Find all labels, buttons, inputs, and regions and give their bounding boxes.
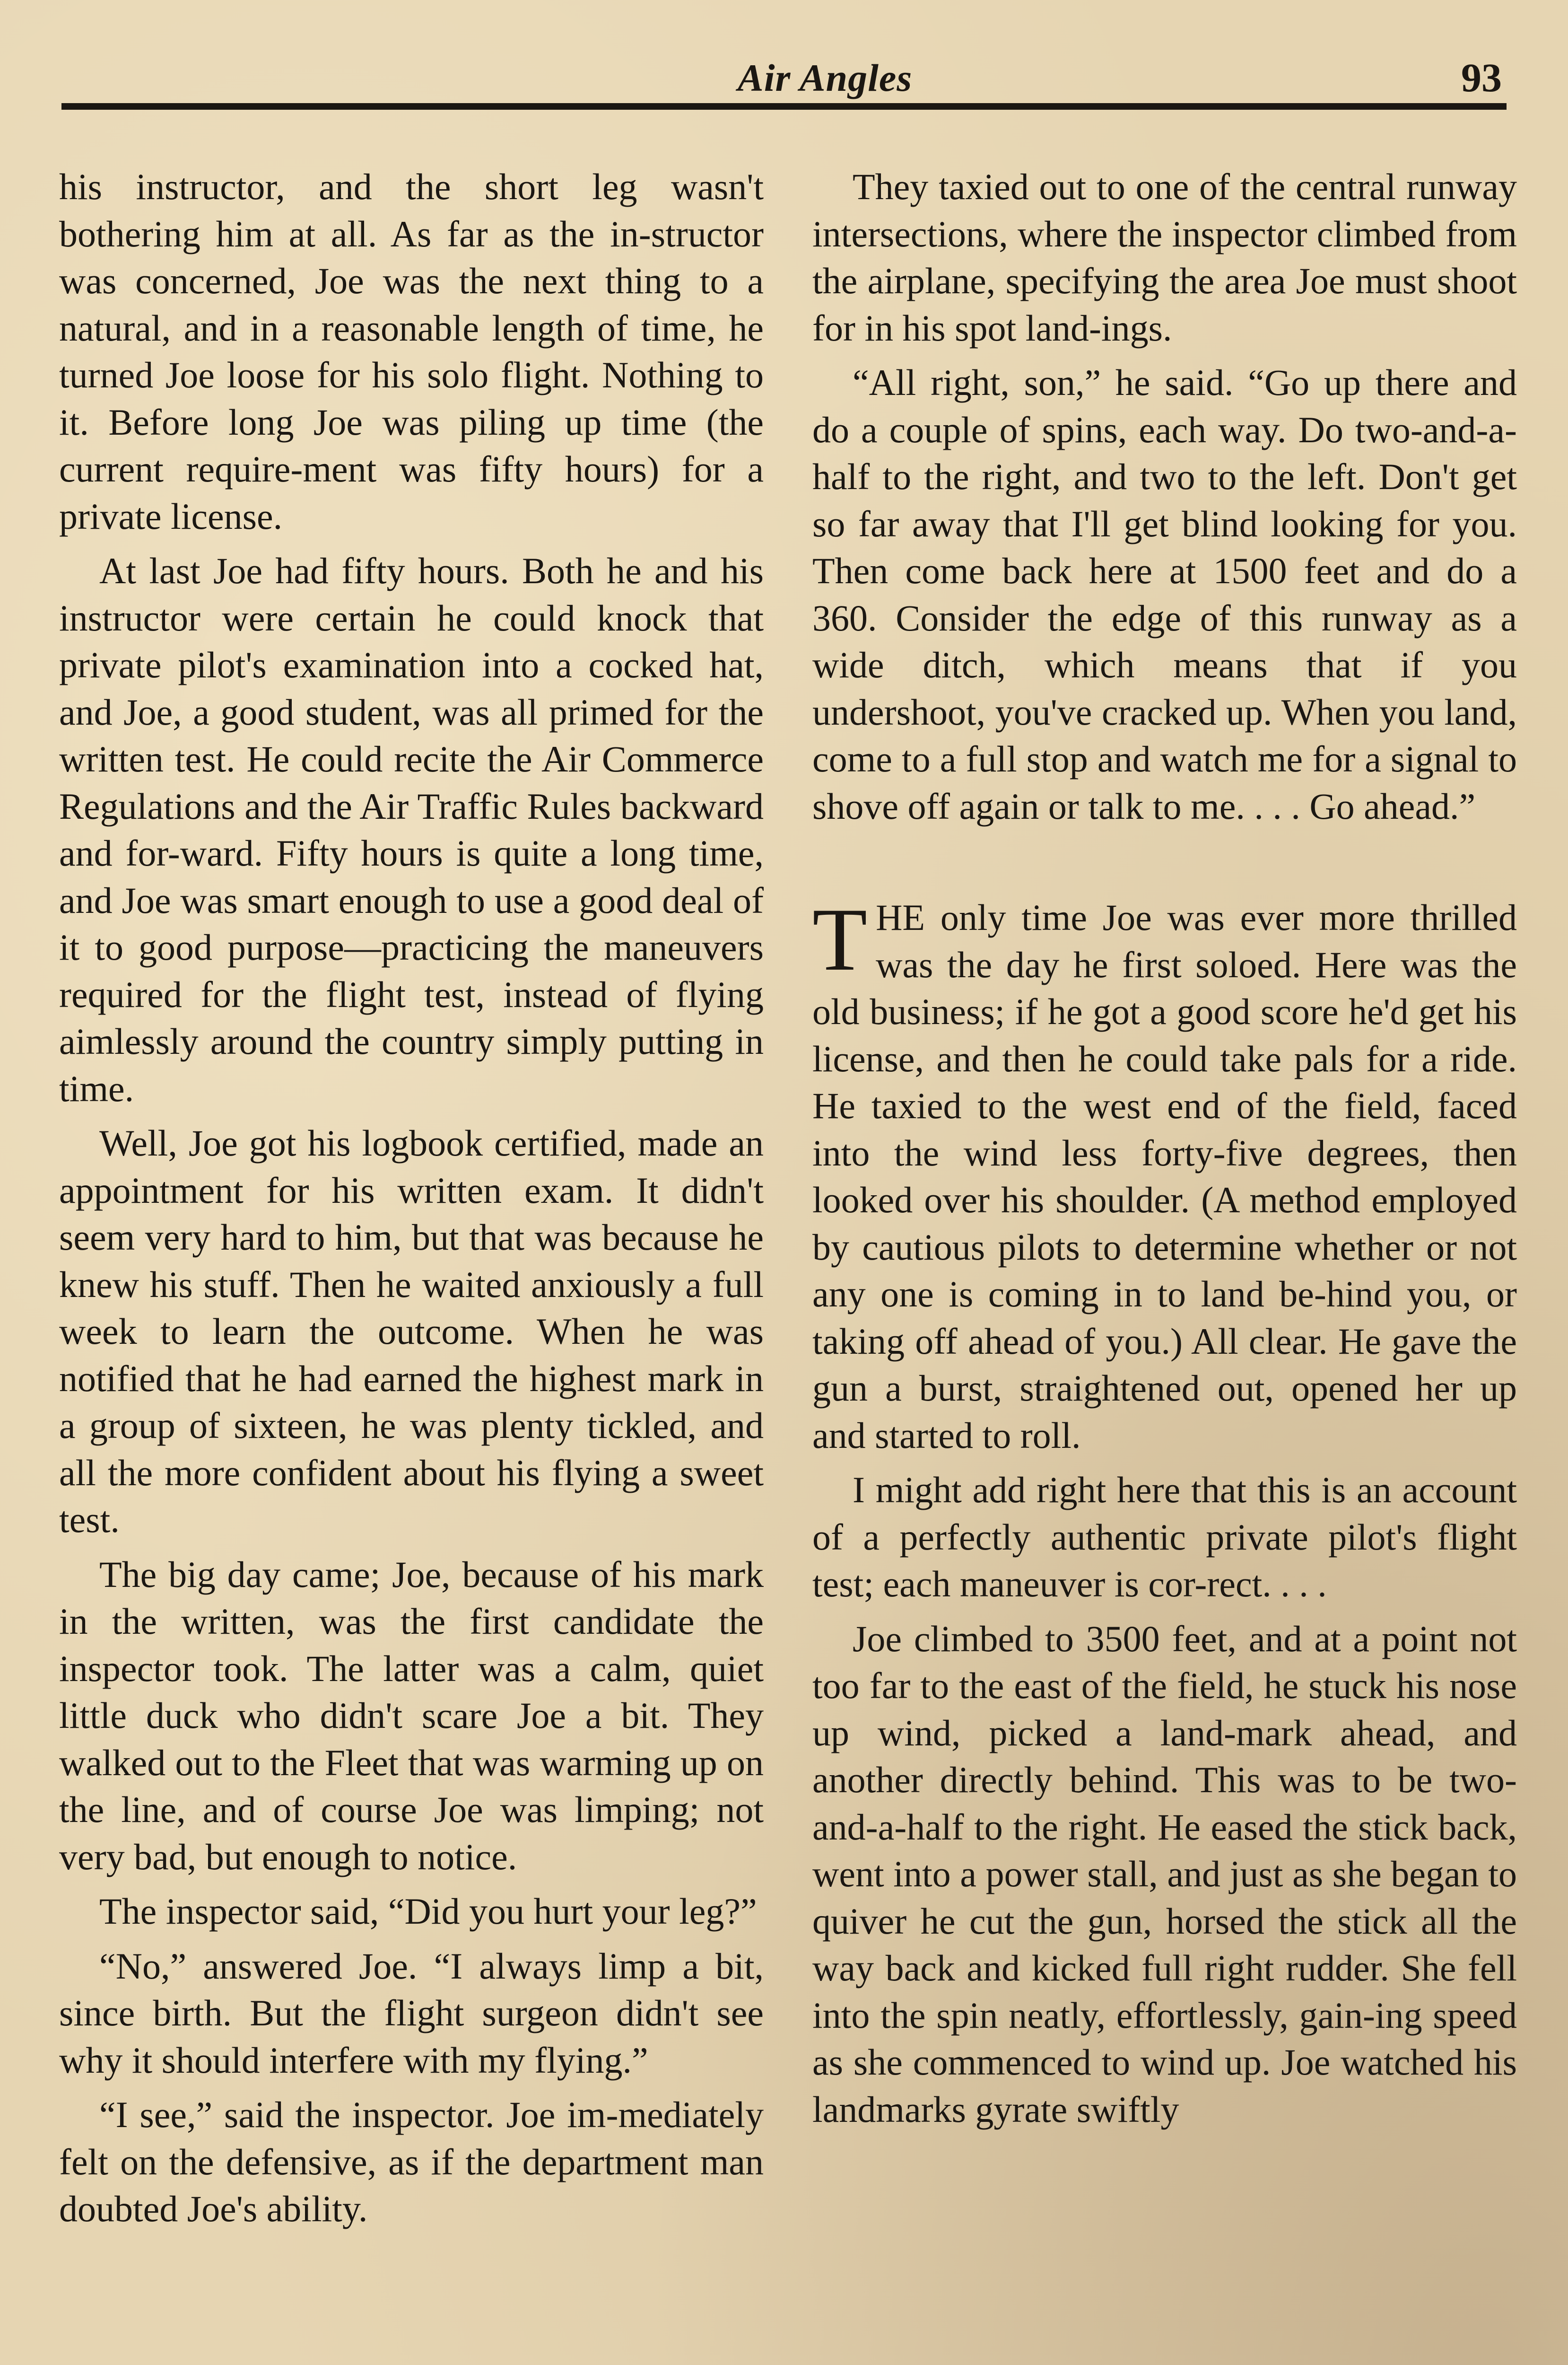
running-header: [61, 47, 1507, 109]
left-column: [59, 163, 764, 2240]
paragraph: his instructor, and the short leg wasn't bothering him at all. As far as the in-structor was concerned, Joe was the next thing to a natural, and in a reasonable length of time, he turned Joe loose for his solo flight. Nothing to it. Before long Joe was piling up time (the current require-ment was fifty hours) for a private license.: [59, 166, 764, 537]
dropcap-paragraph-text: HE only time Joe was ever more thrilled was the day he first soloed. Here was the old business; if he got a good score he'd get his license, and then he could take pals for a ride. He taxied to the west end of the field, faced into the wind less forty-five degrees, then looked over his shoulder. (A method employed by cautious pilots to determine whether or not any one is coming in to land be-hind you, or taking off ahead of you.) All clear. He gave the gun a burst, straightened out, opened her up and started to roll.: [812, 897, 1517, 1456]
header-rule: [61, 103, 1507, 110]
running-title: Air Angles: [738, 56, 913, 99]
paragraph: “I see,” said the inspector. Joe im-mediately felt on the defensive, as if the department man doubted Joe's ability.: [59, 2094, 764, 2229]
right-column: [812, 163, 1517, 2140]
paragraph: Joe climbed to 3500 feet, and at a point not too far to the east of the field, he stuck his nose up wind, picked a land-mark ahead, and another directly behind. This was to be two-and-a-half to the right. He eased the stick back, went into a power stall, and just as she began to quiver he cut the gun, horsed the stick all the way back and kicked full right rudder. She fell into the spin neatly, effortlessly, gain-ing speed as she commenced to wind up. Joe watched his landmarks gyrate swiftly: [812, 1618, 1517, 2130]
paragraph: “All right, son,” he said. “Go up there and do a couple of spins, each way. Do two-and-a-half to the right, and two to the left. Don't get so far away that I'll get blind looking for you. Then come back here at 1500 feet and do a 360. Consider the edge of this runway as a wide ditch, which means that if you undershoot, you've cracked up. When you land, come to a full stop and watch me for a signal to shove off again or talk to me. . . . Go ahead.”: [812, 362, 1517, 827]
dropcap-paragraph: [812, 890, 1517, 1459]
page-number: 93: [1461, 55, 1502, 100]
paragraph: The inspector said, “Did you hurt your leg?”: [99, 1891, 757, 1932]
paragraph: I might add right here that this is an account of a perfectly authentic private pilot's flight test; each maneuver is cor-rect. . . .: [812, 1469, 1517, 1604]
paragraph: Well, Joe got his logbook certified, made an appointment for his written exam. It didn't seem very hard to him, but that was because he knew his stuff. Then he waited anxiously a full week to learn the outcome. When he was notified that he had earned the highest mark in a group of sixteen, he was plenty tickled, and all the more confident about his flying a sweet test.: [59, 1122, 764, 1540]
drop-cap-letter: T: [812, 890, 868, 990]
paragraph: The big day came; Joe, because of his mark in the written, was the first candidate the inspector took. The latter was a calm, quiet little duck who didn't scare Joe a bit. They walked out to the Fleet that was warming up on the line, and of course Joe was limping; not very bad, but enough to notice.: [59, 1553, 764, 1877]
section-break: [812, 837, 1517, 894]
paragraph: At last Joe had fifty hours. Both he and his instructor were certain he could knock that private pilot's examination into a cocked hat, and Joe, a good student, was all primed for the written test. He could recite the Air Commerce Regulations and the Air Traffic Rules backward and for-ward. Fifty hours is quite a long time, and Joe was smart enough to use a good deal of it to good purpose—practicing the maneuvers required for the flight test, instead of flying aimlessly around the country simply putting in time.: [59, 550, 764, 1109]
paragraph: “No,” answered Joe. “I always limp a bit, since birth. But the flight surgeon didn't see why it should interfere with my flying.”: [59, 1945, 764, 2081]
paragraph: They taxied out to one of the central runway intersections, where the inspector climbed from the airplane, specifying the area Joe must shoot for in his spot land-ings.: [812, 166, 1517, 349]
